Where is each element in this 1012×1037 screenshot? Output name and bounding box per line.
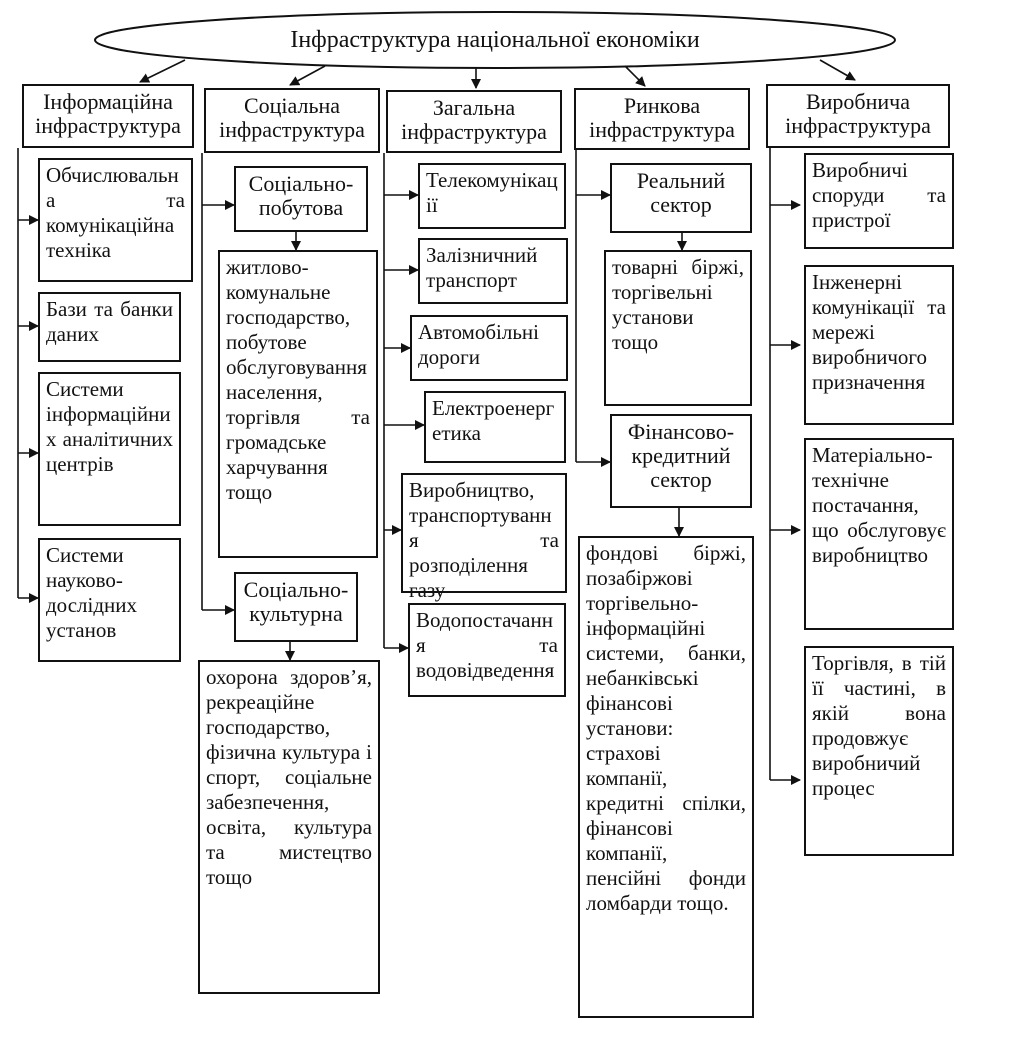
production-item-facilities: Виробничі споруди та пристрої: [804, 153, 954, 249]
social-domestic-title: Соціально-побутова: [234, 166, 368, 232]
general-item-gas: Виробництво, транспортування та розподілення газу: [401, 473, 567, 593]
arrow-to-social: [290, 66, 325, 85]
diagram-title: Інфраструктура національної економіки: [290, 26, 700, 53]
market-header: Ринкова інфраструктура: [574, 88, 750, 150]
general-item-energy: Електроенергетика: [424, 391, 566, 463]
info-item-analytic-centers: Системи інформаційних аналітичних центрів: [38, 372, 181, 526]
info-item-research: Системи науково-дослідних установ: [38, 538, 181, 662]
social-header: Соціальна інфраструктура: [204, 88, 380, 153]
market-finance-detail: фондові біржі, позабіржові торгівельно-інформаційні системи, банки, небанківські фінансові установи: страхові компанії, кредитні спілки, фінансові компанії, пенсійні фонди ломбарди тощо.: [578, 536, 754, 1018]
info-item-computing: Обчислювальна та комунікаційна техніка: [38, 158, 193, 282]
production-item-communications: Інженерні комунікації та мережі виробничого призначення: [804, 265, 954, 425]
social-cultural-title: Соціально-культурна: [234, 572, 358, 642]
market-finance-title: Фінансово-кредитний сектор: [610, 414, 752, 508]
market-real-title: Реальний сектор: [610, 163, 752, 233]
arrow-to-market: [625, 66, 645, 86]
market-real-detail: товарні біржі, торгівельні установи тощо: [604, 250, 752, 406]
info-item-databases: Бази та банки даних: [38, 292, 181, 362]
social-domestic-detail: житлово-комунальне господарство, побутове обслуговування населення, торгівля та громадське харчування тощо: [218, 250, 378, 558]
info-header: Інформаційна інфраструктура: [22, 84, 194, 148]
general-item-railway: Залізничний транспорт: [418, 238, 568, 304]
general-item-telecom: Телекомунікації: [418, 163, 566, 229]
general-item-water: Водопостачання та водовідведення: [408, 603, 566, 697]
general-item-roads: Автомобільні дороги: [410, 315, 568, 381]
production-item-trade: Торгівля, в тій її частині, в якій вона продовжує виробничий процес: [804, 646, 954, 856]
general-header: Загальна інфраструктура: [386, 90, 562, 153]
production-header: Виробнича інфраструктура: [766, 84, 950, 148]
social-cultural-detail: охорона здоров’я, рекреаційне господарство, фізична культура і спорт, соціальне забезпечення, освіта, культура та мистецтво тощо: [198, 660, 380, 994]
production-item-supply: Матеріально-технічне постачання, що обслуговує виробництво: [804, 438, 954, 630]
